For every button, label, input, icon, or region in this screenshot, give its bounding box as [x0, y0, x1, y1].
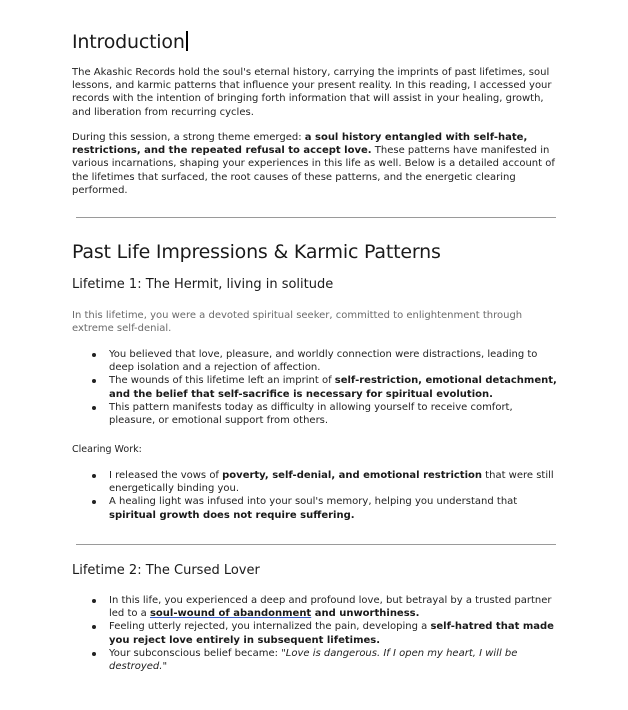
clearing-work-bullets	[72, 469, 558, 522]
past-life-heading: Past Life Impressions & Karmic Patterns	[72, 241, 441, 263]
list-item: Your subconscious belief became: "Love is dangerous. If I open my heart, I will be destroyed."	[72, 647, 558, 673]
text-cursor	[186, 31, 188, 51]
horizontal-rule-2	[76, 544, 556, 545]
list-item: The wounds of this lifetime left an imprint of self-restriction, emotional detachment, and the belief that self-sacrifice is necessary for spiritual evolution.	[72, 374, 558, 400]
intro-section	[72, 30, 558, 54]
list-item: This pattern manifests today as difficulty in allowing yourself to receive comfort, pleasure, or emotional support from others.	[72, 401, 558, 427]
horizontal-rule-1	[76, 217, 556, 218]
list-item: I released the vows of poverty, self-denial, and emotional restriction that were still energetically binding you.	[72, 469, 558, 495]
list-item: You believed that love, pleasure, and worldly connection were distractions, leading to deep isolation and a rejection of affection.	[72, 348, 558, 374]
lifetime-2-bullets	[72, 594, 558, 673]
clearing-work-label: Clearing Work:	[72, 444, 142, 455]
list-item: Feeling utterly rejected, you internalized the pain, developing a self-hatred that made you reject love entirely in subsequent lifetimes.	[72, 620, 558, 646]
list-item: In this life, you experienced a deep and profound love, but betrayal by a trusted partner led to a soul-wound of abandonment and unworthiness.	[72, 594, 558, 620]
intro-heading[interactable]: Introduction	[72, 30, 558, 54]
spellcheck-underlined-text[interactable]: soul-wound of abandonment	[149, 608, 312, 620]
lifetime-2-title: Lifetime 2: The Cursed Lover	[72, 563, 260, 578]
lifetime-1-bullets	[72, 348, 558, 427]
list-item: A healing light was infused into your soul's memory, helping you understand that spiritual growth does not require suffering.	[72, 495, 558, 521]
lifetime-1-title: Lifetime 1: The Hermit, living in solitude	[72, 277, 334, 292]
intro-paragraph-1: The Akashic Records hold the soul's eternal history, carrying the imprints of past lifetimes, soul lessons, and karmic patterns that influence your present reality. In this reading, I accessed your records with the intention of bringing forth information that will assist in your healing, growth, and liberation from recurring cycles.	[72, 67, 552, 118]
intro-paragraph-2: During this session, a strong theme emerged: a soul history entangled with self-hate, restrictions, and the repeated refusal to accept love. These patterns have manifested in various incarnations, shaping your experiences in this life as well. Below is a detailed account of the lifetimes that surfaced, the root causes of these patterns, and the energetic clearing performed.	[72, 132, 555, 196]
lifetime-1-intro: In this lifetime, you were a devoted spiritual seeker, committed to enlightenment through extreme self-denial.	[72, 310, 523, 335]
